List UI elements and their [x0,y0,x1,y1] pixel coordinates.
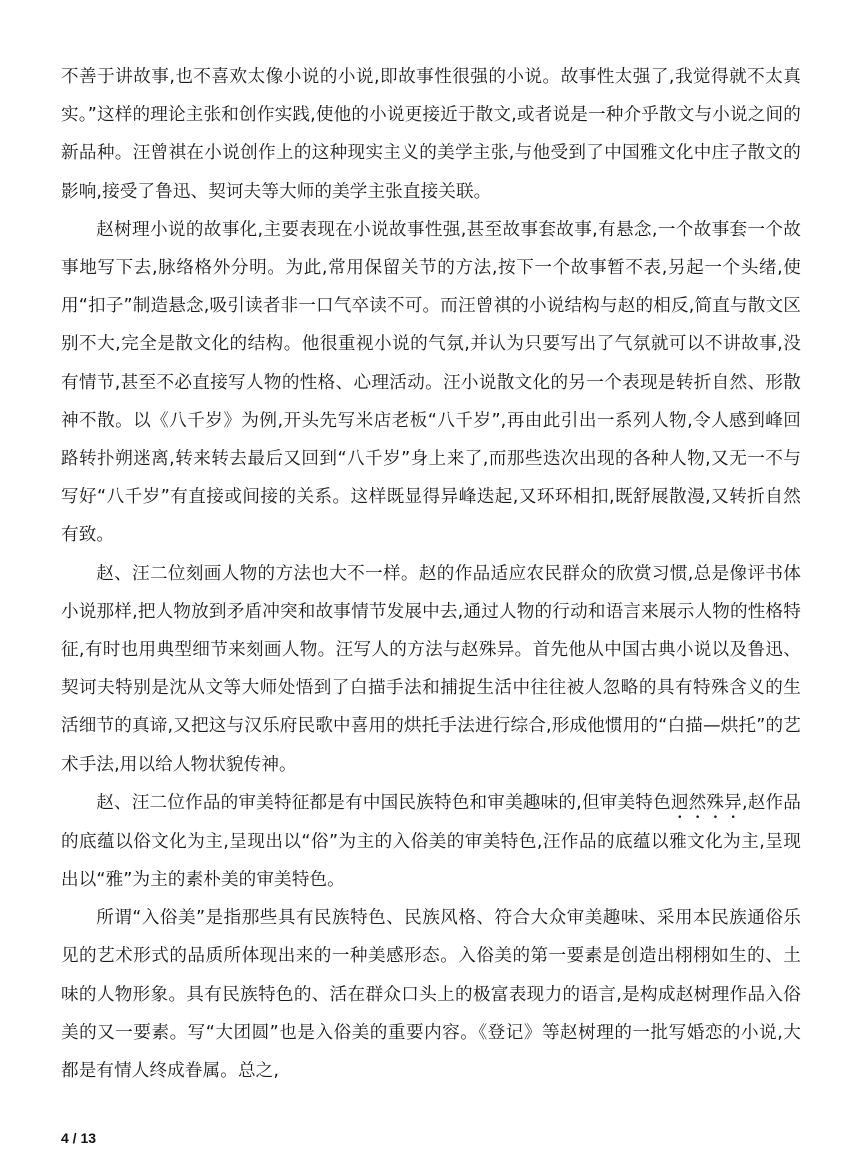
page-number: 4 / 13 [61,1130,97,1146]
paragraph-5: 所谓“入俗美”是指那些具有民族特色、民族风格、符合大众审美趣味、采用本民族通俗乐见的艺术形式的品质所体现出来的一种美感形态。入俗美的第一要素是创造出栩栩如生的、土味的人物形象。具有民族特色的、活在群众口头上的极富表现力的语言,是构成赵树理作品入俗美的又一要素。写“大团圆”也是入俗美的重要内容。《登记》等赵树理的一批写婚恋的小说,大都是有情人终成眷属。总之, [61,908,801,1082]
paragraph-4 [61,784,801,899]
document-body [61,58,801,1090]
paragraph-4-emphasized-phrase: 迥然殊异 [670,792,742,813]
paragraph-4-text-after: ,赵作品的底蕴以俗文化为主,呈现出以“俗”为主的入俗美的审美特色,汪作品的底蕴以雅文化为主,呈现出以“雅”为主的素朴美的审美特色。 [61,792,801,891]
paragraph-1: 不善于讲故事,也不喜欢太像小说的小说,即故事性很强的小说。故事性太强了,我觉得就不太真实。”这样的理论主张和创作实践,使他的小说更接近于散文,或者说是一种介乎散文与小说之间的新品种。汪曾祺在小说创作上的这种现实主义的美学主张,与他受到了中国雅文化中庄子散文的影响,接受了鲁迅、契诃夫等大师的美学主张直接关联。 [61,67,801,202]
paragraph-3: 赵、汪二位刻画人物的方法也大不一样。赵的作品适应农民群众的欣赏习惯,总是像评书体小说那样,把人物放到矛盾冲突和故事情节发展中去,通过人物的行动和语言来展示人物的性格特征,有时也用典型细节来刻画人物。汪写人的方法与赵殊异。首先他从中国古典小说以及鲁迅、契诃夫特别是沈从文等大师处悟到了白描手法和捕捉生活中往往被人忽略的具有特殊含义的生活细节的真谛,又把这与汉乐府民歌中喜用的烘托手法进行综合,形成他惯用的“白描—烘托”的艺术手法,用以给人物状貌传神。 [61,563,801,775]
paragraph-2: 赵树理小说的故事化,主要表现在小说故事性强,甚至故事套故事,有悬念,一个故事套一个故事地写下去,脉络格外分明。为此,常用保留关节的方法,按下一个故事暂不表,另起一个头绪,使用“扣子”制造悬念,吸引读者非一口气卒读不可。而汪曾祺的小说结构与赵的相反,简直与散文区别不大,完全是散文化的结构。他很重视小说的气氛,并认为只要写出了气氛就可以不讲故事,没有情节,甚至不必直接写人物的性格、心理活动。汪小说散文化的另一个表现是转折自然、形散神不散。以《八千岁》为例,开头先写米店老板“八千岁”,再由此引出一系列人物,令人感到峰回路转扑朔迷离,转来转去最后又回到“八千岁”身上来了,而那些迭次出现的各种人物,又无一不与写好“八千岁”有直接或间接的关系。这样既显得异峰迭起,又环环相扣,既舒展散漫,又转折自然有致。 [61,219,801,546]
paragraph-4-text-before: 赵、汪二位作品的审美特征都是有中国民族特色和审美趣味的,但审美特色 [96,792,671,813]
